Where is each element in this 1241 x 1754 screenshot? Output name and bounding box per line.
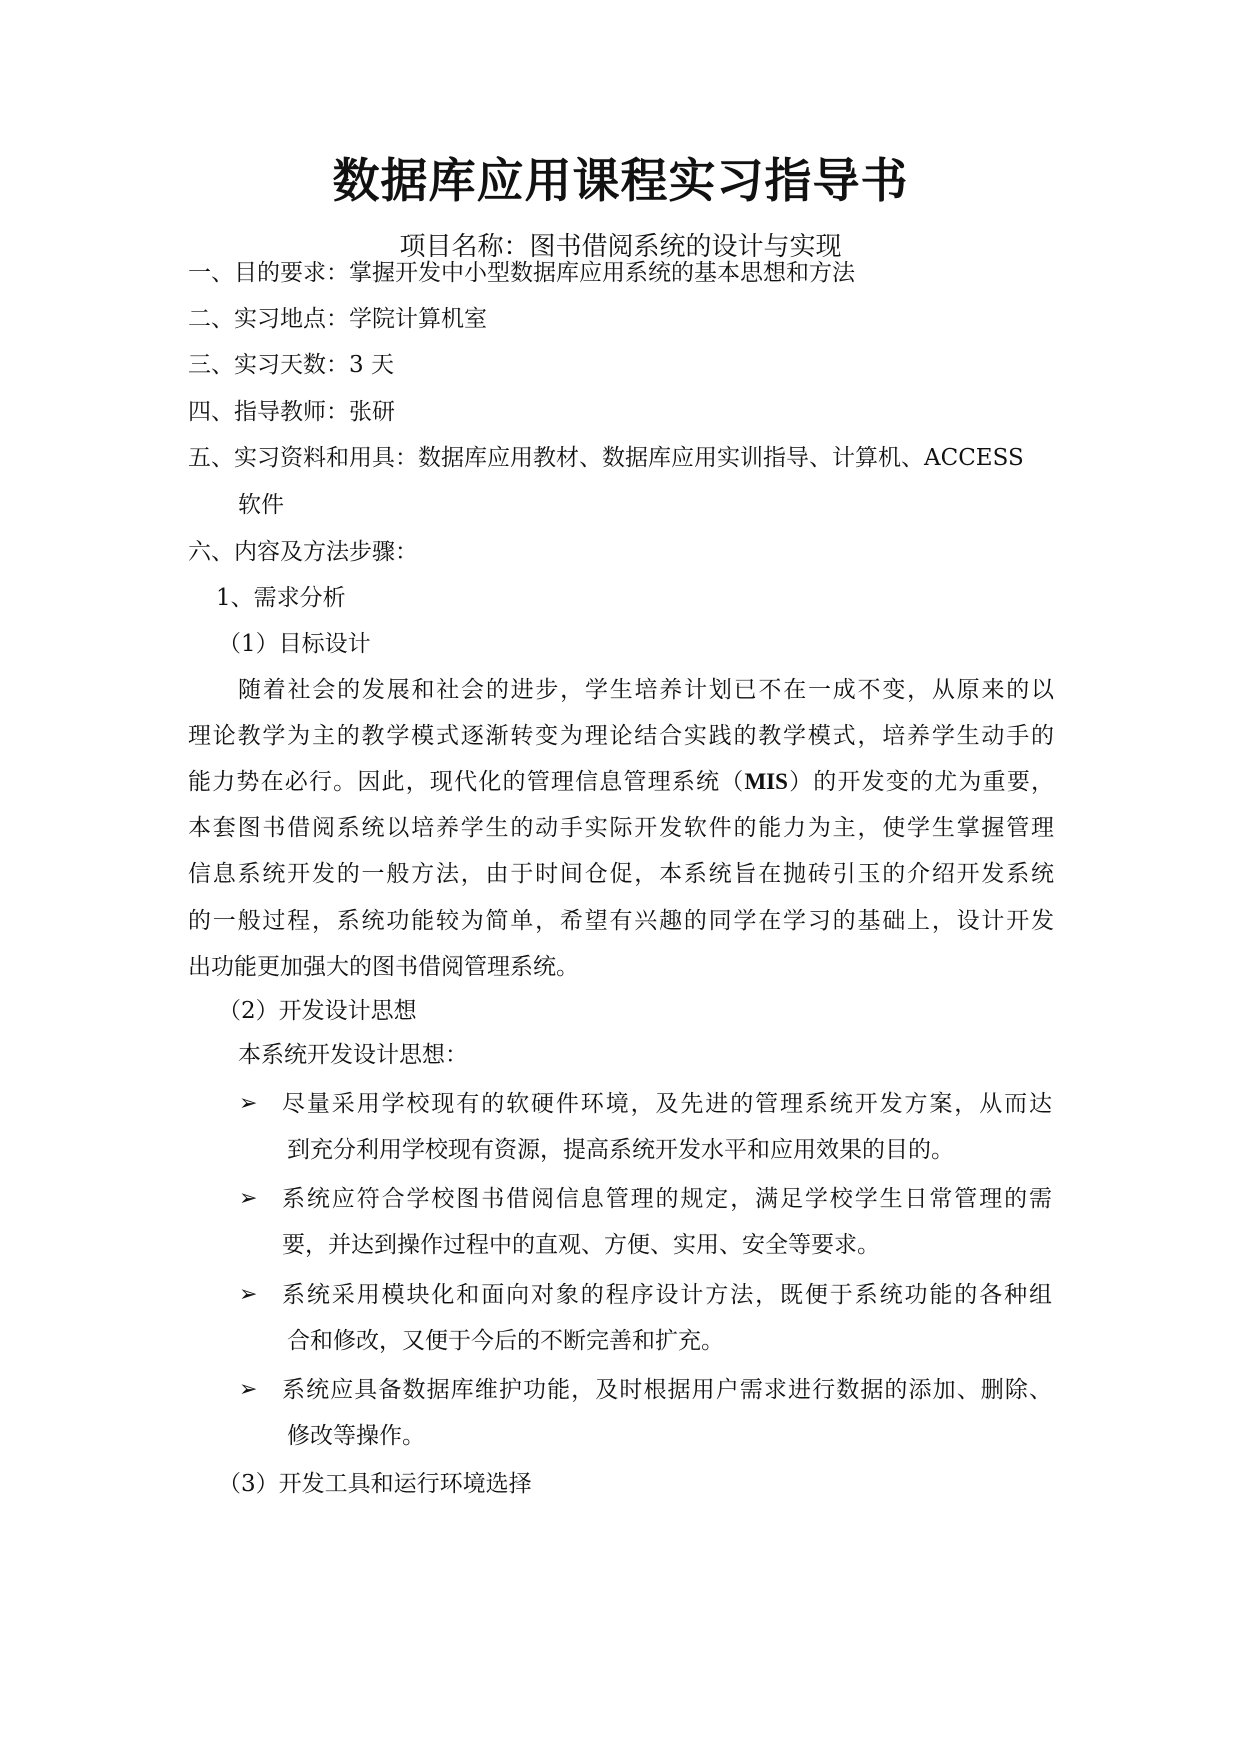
section-heading: 1、需求分析: [216, 585, 346, 611]
page-title: 数据库应用课程实习指导书: [332, 154, 909, 209]
bullet-text: 系统应符合学校图书借阅信息管理的规定，满足学校学生日常管理的需: [282, 1186, 1052, 1212]
bullet-text: 到充分利用学校现有资源，提高系统开发水平和应用效果的目的。: [287, 1137, 954, 1163]
paragraph-line: 出功能更加强大的图书借阅管理系统。: [188, 954, 579, 980]
bullet-text: 尽量采用学校现有的软硬件环境，及先进的管理系统开发方案，从而达: [282, 1091, 1052, 1117]
design-intro: 本系统开发设计思想：: [238, 1042, 468, 1068]
paragraph-line-mis: [188, 767, 1054, 797]
paragraph-line: 本套图书借阅系统以培养学生的动手实际开发软件的能力为主，使学生掌握管理: [188, 815, 1054, 841]
item-location: 二、实习地点：学院计算机室: [188, 306, 487, 332]
paragraph-text: 能力势在必行。因此，现代化的管理信息管理系统（: [188, 769, 745, 795]
subsection-tools: （3）开发工具和运行环境选择: [218, 1471, 532, 1497]
item-materials: 五、实习资料和用具：数据库应用教材、数据库应用实训指导、计算机、ACCESS: [188, 445, 1024, 471]
item-materials-cont: 软件: [238, 492, 284, 518]
bullet-text: 系统应具备数据库维护功能，及时根据用户需求进行数据的添加、删除、: [282, 1377, 1052, 1403]
paragraph-line: 的一般过程，系统功能较为简单，希望有兴趣的同学在学习的基础上，设计开发: [188, 908, 1054, 934]
item-content: 六、内容及方法步骤：: [188, 539, 418, 565]
project-name: 项目名称：图书借阅系统的设计与实现: [399, 232, 842, 262]
paragraph-text: ）的开发变的尤为重要，: [787, 769, 1055, 795]
bullet-arrow-icon: ➢: [239, 1377, 258, 1402]
subsection-goal: （1）目标设计: [218, 631, 371, 657]
item-teacher: 四、指导教师：张研: [188, 399, 395, 425]
mis-abbr: MIS: [744, 769, 788, 794]
bullet-text: 合和修改，又便于今后的不断完善和扩充。: [287, 1328, 724, 1354]
bullet-text: 修改等操作。: [287, 1423, 425, 1449]
bullet-text: 系统采用模块化和面向对象的程序设计方法，既便于系统功能的各种组: [282, 1282, 1052, 1308]
item-days: 三、实习天数：3 天: [188, 352, 394, 378]
subsection-design: （2）开发设计思想: [218, 998, 417, 1024]
paragraph-line: 信息系统开发的一般方法，由于时间仓促，本系统旨在抛砖引玉的介绍开发系统: [188, 861, 1054, 887]
paragraph-line: 随着社会的发展和社会的进步，学生培养计划已不在一成不变，从原来的以: [238, 677, 1054, 703]
bullet-text: 要，并达到操作过程中的直观、方便、实用、安全等要求。: [282, 1232, 880, 1258]
bullet-arrow-icon: ➢: [239, 1091, 258, 1116]
bullet-arrow-icon: ➢: [239, 1186, 258, 1211]
paragraph-line: 理论教学为主的教学模式逐渐转变为理论结合实践的教学模式，培养学生动手的: [188, 723, 1054, 749]
item-purpose: 一、目的要求：掌握开发中小型数据库应用系统的基本思想和方法: [188, 260, 855, 286]
bullet-arrow-icon: ➢: [239, 1282, 258, 1307]
